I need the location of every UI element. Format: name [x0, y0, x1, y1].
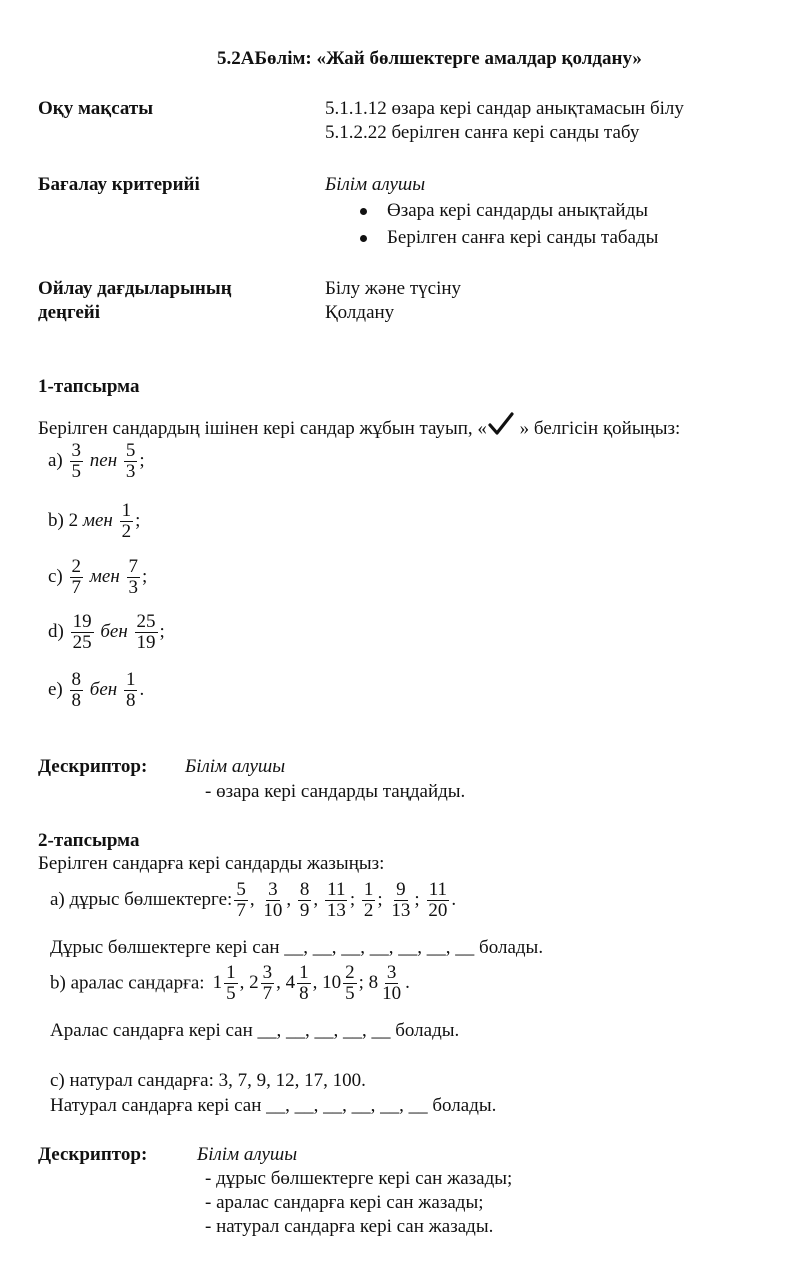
task2-c-row: c) натурал сандарға: 3, 7, 9, 12, 17, 100.: [50, 1070, 366, 1091]
fraction: $\frac{8}{9}$: [299, 879, 310, 921]
fraction: $\frac{7}{3}$: [128, 556, 138, 598]
descriptor-label: Дескриптор:: [38, 1144, 148, 1165]
mixed-number: 2 $\frac{3}{7}$: [249, 962, 273, 1004]
task2-a-row: a) дұрыс бөлшектерге: $\frac{5}{7}$ , $\frac{3}{10}$ , $\frac{8}{9}$ , $\frac{11}{13}$ ; $\frac{1}{2}$ ; $\frac{9}{13}$ ; $\frac{11}{20}$ .: [50, 879, 457, 921]
descriptor-label: Дескриптор:: [38, 756, 148, 777]
fraction: $\frac{3}{10}$: [382, 962, 402, 1004]
fraction: $\frac{5}{3}$: [125, 440, 136, 482]
fraction: $\frac{8}{8}$: [71, 669, 82, 711]
fraction: $\frac{3}{10}$: [263, 879, 283, 921]
thinking-label: деңгейі: [38, 302, 101, 323]
descriptor-item: - аралас сандарға кері сан жазады;: [205, 1192, 484, 1213]
descriptor-learner: Білім алушы: [185, 756, 286, 777]
objectives-label: Оқу мақсаты: [38, 98, 154, 119]
task1-item: d) $\frac{19}{25}$ бен $\frac{25}{19}$ ;: [48, 611, 165, 653]
mixed-number: 8 $\frac{3}{10}$: [368, 962, 402, 1004]
page-title: 5.2АБөлім: «Жай бөлшектерге амалдар қолдану»: [217, 48, 642, 69]
fraction: $\frac{25}{19}$: [136, 611, 156, 653]
task2-a-answer: Дұрыс бөлшектерге кері сан __, __, __, __, __, __, __ болады.: [50, 937, 544, 958]
objective-item: 5.1.1.12 өзара кері сандар анықтамасын білу: [325, 98, 684, 119]
task2-instruction: Берілген сандарға кері сандарды жазыңыз:: [38, 853, 385, 874]
criteria-label: Бағалау критерийі: [38, 174, 200, 195]
task2-heading: 2-тапсырма: [38, 830, 140, 851]
fraction: $\frac{3}{5}$: [71, 440, 82, 482]
task1-item: a) $\frac{3}{5}$ пен $\frac{5}{3}$ ;: [48, 440, 145, 482]
descriptor-item: - өзара кері сандарды таңдайды.: [205, 781, 466, 802]
fraction: $\frac{11}{20}$: [428, 879, 448, 921]
fraction: $\frac{1}{2}$: [363, 879, 374, 921]
task2-c-answer: Натурал сандарға кері сан __, __, __, __, __, __ болады.: [50, 1095, 497, 1116]
mixed-number: 1 $\frac{1}{5}$: [212, 962, 236, 1004]
fraction: $\frac{19}{25}$: [72, 611, 92, 653]
task1-item: e) $\frac{8}{8}$ бен $\frac{1}{8}$ .: [48, 669, 145, 711]
fraction: $\frac{1}{2}$: [121, 500, 132, 542]
task1-instruction: Берілген сандардың ішінен кері сандар жұбын тауып, « » белгісін қойыңыз:: [38, 412, 680, 440]
check-icon: [487, 412, 515, 436]
fraction: $\frac{3}{7}$: [262, 962, 273, 1004]
fraction: $\frac{1}{5}$: [226, 962, 236, 1004]
descriptor-item: - натурал сандарға кері сан жазады.: [205, 1216, 494, 1237]
task2-b-row: b) аралас сандарға: 1 $\frac{1}{5}$ , 2 $\frac{3}{7}$ , 4 $\frac{1}{8}$ , 10 $\frac{2}{5}$ ; 8 $\frac{3}{10}$ .: [50, 962, 410, 1004]
task1-item: c) $\frac{2}{7}$ мен $\frac{7}{3}$ ;: [48, 556, 148, 598]
thinking-level: Қолдану: [325, 302, 395, 323]
fraction: $\frac{1}{8}$: [299, 962, 309, 1004]
fraction: $\frac{1}{8}$: [125, 669, 136, 711]
fraction: $\frac{9}{13}$: [391, 879, 411, 921]
fraction: $\frac{5}{7}$: [236, 879, 246, 921]
descriptor-item: - дұрыс бөлшектерге кері сан жазады;: [205, 1168, 513, 1189]
objective-item: 5.1.2.22 берілген санға кері санды табу: [325, 122, 640, 143]
task1-item: b) 2 мен $\frac{1}{2}$ ;: [48, 500, 141, 542]
fraction: $\frac{2}{7}$: [71, 556, 82, 598]
thinking-level: Білу және түсіну: [325, 278, 462, 299]
descriptor-learner: Білім алушы: [197, 1144, 298, 1165]
criteria-learner: Білім алушы: [325, 174, 426, 195]
task1-heading: 1-тапсырма: [38, 376, 140, 397]
mixed-number: 4 $\frac{1}{8}$: [285, 962, 309, 1004]
criteria-item: Өзара кері сандарды анықтайды: [360, 200, 648, 222]
criteria-item: Берілген санға кері санды табады: [360, 227, 658, 249]
fraction: $\frac{2}{5}$: [345, 962, 355, 1004]
bullet-icon: [360, 208, 367, 215]
task2-b-answer: Аралас сандарға кері сан __, __, __, __, __ болады.: [50, 1020, 460, 1041]
fraction: $\frac{11}{13}$: [326, 879, 346, 921]
mixed-number: 10 $\frac{2}{5}$: [322, 962, 355, 1004]
bullet-icon: [360, 235, 367, 242]
thinking-label: Ойлау дағдыларының: [38, 278, 232, 299]
